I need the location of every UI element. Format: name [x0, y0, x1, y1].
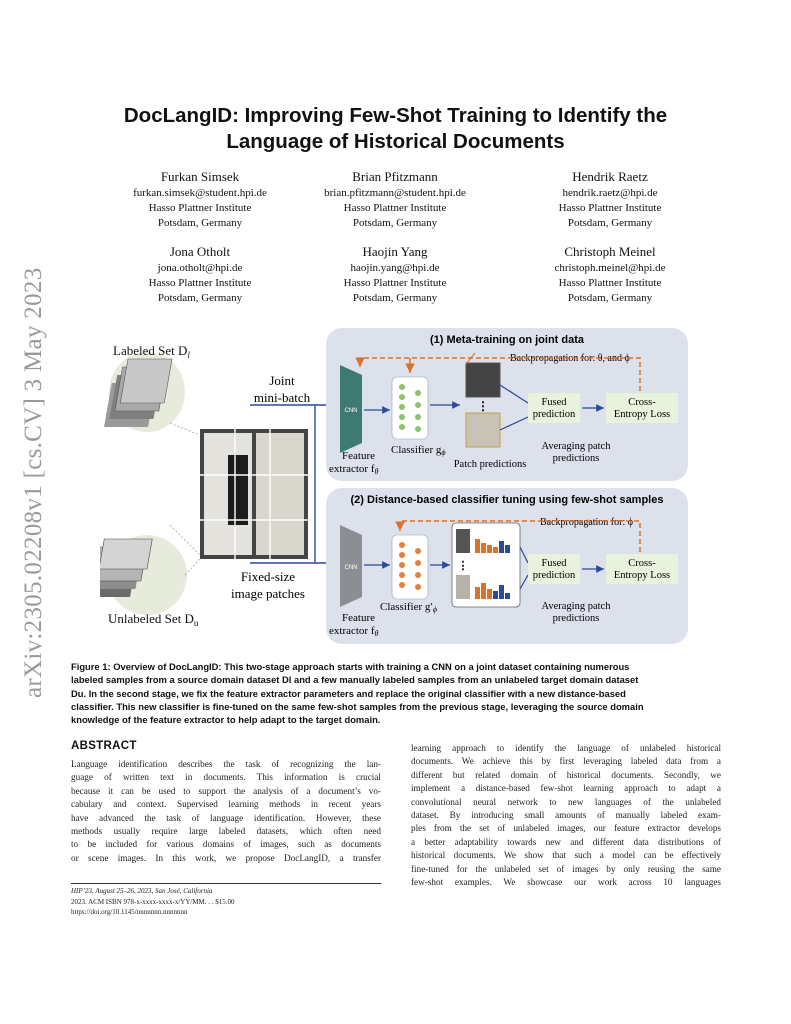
author-location: Potsdam, Germany: [352, 292, 438, 304]
title-line-1: DocLangID: Improving Few-Shot Training to Identify the: [123, 104, 668, 127]
caption-line: knowledge of the feature extractor to help adapt to the target domain.: [71, 714, 381, 726]
classifier-box-1: [392, 377, 428, 439]
author-affiliation: Hasso Plattner Institute: [558, 277, 662, 289]
abstract-line: dataset. By introducing small amounts of manually labeled exam-: [411, 810, 721, 821]
backprop-label-1: Backpropagation for: θ, and ϕ: [510, 353, 630, 364]
overview-figure: [100, 325, 700, 650]
abstract-line: have advanced the task of language identification. However, these: [71, 812, 381, 823]
feature-extractor-label-1: Feature extractor fθ: [329, 450, 379, 476]
stage2-title: (2) Distance-based classifier tuning using few-shot samples: [350, 494, 664, 506]
stage1-title: (1) Meta-training on joint data: [430, 334, 584, 346]
loss-label-1: Cross-Entropy Loss: [613, 397, 671, 420]
paper-title: [80, 103, 711, 155]
caption-line: Figure 1: Overview of DocLangID: This two-stage approach starts with training a CNN on a joint dataset containing numerous: [71, 661, 630, 672]
author-block: [100, 243, 300, 306]
unlabeled-set-stack: [100, 535, 187, 615]
abstract-column-left: [71, 758, 381, 865]
abstract-line: different but related domain of historical documents. Secondly, we: [411, 769, 721, 780]
arxiv-identifier: arXiv:2305.02208v1 [cs.CV] 3 May 2023: [20, 267, 47, 698]
labeled-set-label: Labeled Set $D_l$: [113, 343, 190, 360]
author-email: hendrik.raetz@hpi.de: [562, 187, 658, 199]
conference-line: HIP’23, August 25–26, 2023, San José, California: [71, 887, 213, 895]
abstract-line: learning approach to identify the language of unlabeled historical: [411, 743, 721, 753]
title-line-2: Language of Historical Documents: [226, 130, 565, 153]
author-name: Jona Otholt: [169, 244, 231, 259]
averaging-label-1: Averaging patch predictions: [541, 441, 611, 464]
caption-line: Du. In the second stage, we fix the feature extractor parameters and replace the original classifier with a new distance-based: [71, 687, 626, 699]
author-block: [295, 243, 495, 306]
author-location: Potsdam, Germany: [157, 292, 243, 304]
feature-extractor-label-2: Feature extractor fθ: [329, 612, 379, 638]
labeled-set-stack: [104, 352, 185, 432]
abstract-line: methods usually require large labeled datasets, which often need: [71, 826, 381, 837]
patch-thumb-2: [466, 413, 500, 447]
author-name: Hendrik Raetz: [572, 169, 648, 184]
abstract-line: guage of written text in documents. This information is crucial: [71, 772, 381, 783]
patch-thumb-1: [466, 363, 500, 397]
abstract-line: a better adaptability towards new and different data distributions of: [411, 836, 721, 847]
abstract-line: or scene images. In this work, we propose DocLangID, a transfer: [71, 852, 381, 863]
author-affiliation: Hasso Plattner Institute: [558, 202, 662, 214]
author-email: furkan.simsek@student.hpi.de: [133, 187, 267, 199]
cnn-label-1: CNN: [344, 408, 358, 414]
unlabeled-set-label: Unlabeled Set $D_u$: [108, 611, 199, 628]
classifier-label-1: Classifier gϕ: [391, 444, 446, 457]
classifier-box-2: [392, 535, 428, 599]
author-name: Brian Pfitzmann: [352, 169, 438, 184]
abstract-line: historical documents. We show that such a model can be effectively: [411, 850, 721, 861]
author-email: jona.otholt@hpi.de: [157, 262, 243, 274]
author-affiliation: Hasso Plattner Institute: [343, 202, 447, 214]
joint-batch-label: Joint mini-batch: [253, 373, 311, 405]
author-location: Potsdam, Germany: [567, 292, 653, 304]
figure-caption: [71, 660, 721, 726]
abstract-column-right: [411, 742, 721, 889]
author-affiliation: Hasso Plattner Institute: [148, 202, 252, 214]
author-affiliation: Hasso Plattner Institute: [148, 277, 252, 289]
classifier-label-2: Classifier g′ϕ: [380, 601, 437, 614]
author-affiliation: Hasso Plattner Institute: [343, 277, 447, 289]
author-name: Haojin Yang: [362, 244, 428, 259]
backprop-label-2: Backpropagation for: ϕ: [540, 517, 634, 528]
isbn-line: 2023. ACM ISBN 978-x-xxxx-xxxx-x/YY/MM. . . $15.00: [71, 898, 235, 906]
abstract-line: convolutional neural network to new languages of the unlabeled: [411, 796, 721, 807]
caption-line: labeled samples from a source domain dataset Dl and a few manually labeled samples from an unlabeled target domain dataset: [71, 674, 639, 686]
author-location: Potsdam, Germany: [567, 217, 653, 229]
abstract-line: fine-tuned for the unlabeled set of images by only reusing the same: [411, 863, 721, 874]
fused-prediction-label-2: Fused prediction: [532, 558, 576, 581]
doi-link[interactable]: https://doi.org/10.1145/nnnnnnn.nnnnnnn: [71, 908, 188, 916]
svg-text:⋮: ⋮: [477, 399, 489, 413]
abstract-line: implement a distance-based few-shot learning approach to adapt a: [411, 783, 721, 794]
author-name: Christoph Meinel: [564, 244, 656, 259]
abstract-line: ples from the set of unlabeled images, our feature extractor develops: [411, 823, 721, 834]
abstract-line: few-shot examples. We showcase our work across 10 languages: [411, 877, 721, 888]
fused-prediction-label-1: Fused prediction: [532, 397, 576, 420]
footnote-rule: [71, 883, 381, 884]
author-block: [510, 168, 710, 231]
author-location: Potsdam, Germany: [157, 217, 243, 229]
patch-predictions-label: Patch predictions: [453, 459, 527, 470]
abstract-line: to be included for various domains of images, such as documents: [71, 839, 381, 850]
abstract-line: documents. We achieve this by first leveraging labeled data from a: [411, 756, 721, 767]
abstract-line: because it can be used to support the analysis of a document’s vo-: [71, 785, 381, 796]
cnn-label-2: CNN: [344, 565, 358, 571]
fixed-size-patches-label: Fixed-size image patches: [231, 569, 305, 601]
loss-label-2: Cross-Entropy Loss: [613, 558, 671, 581]
author-email: haojin.yang@hpi.de: [350, 262, 440, 274]
abstract-heading: ABSTRACT: [71, 740, 137, 752]
averaging-label-2: Averaging patch predictions: [541, 601, 611, 624]
abstract-line: cabulary and context. Supervised learning methods in recent years: [71, 799, 381, 810]
author-block: [100, 168, 300, 231]
caption-line: classifier. This new classifier is fine-tuned on the same few-shot samples from the previous stage, leveraging the source domain: [71, 700, 644, 712]
author-email: christoph.meinel@hpi.de: [554, 262, 666, 274]
abstract-line: Language identification describes the task of recognizing the lan-: [71, 759, 381, 769]
author-block: [295, 168, 495, 231]
patched-document-image: [170, 423, 308, 575]
author-location: Potsdam, Germany: [352, 217, 438, 229]
author-email: brian.pfitzmann@student.hpi.de: [324, 187, 466, 199]
svg-text:⋮: ⋮: [457, 560, 469, 572]
author-block: [510, 243, 710, 306]
author-name: Furkan Simsek: [160, 169, 240, 184]
